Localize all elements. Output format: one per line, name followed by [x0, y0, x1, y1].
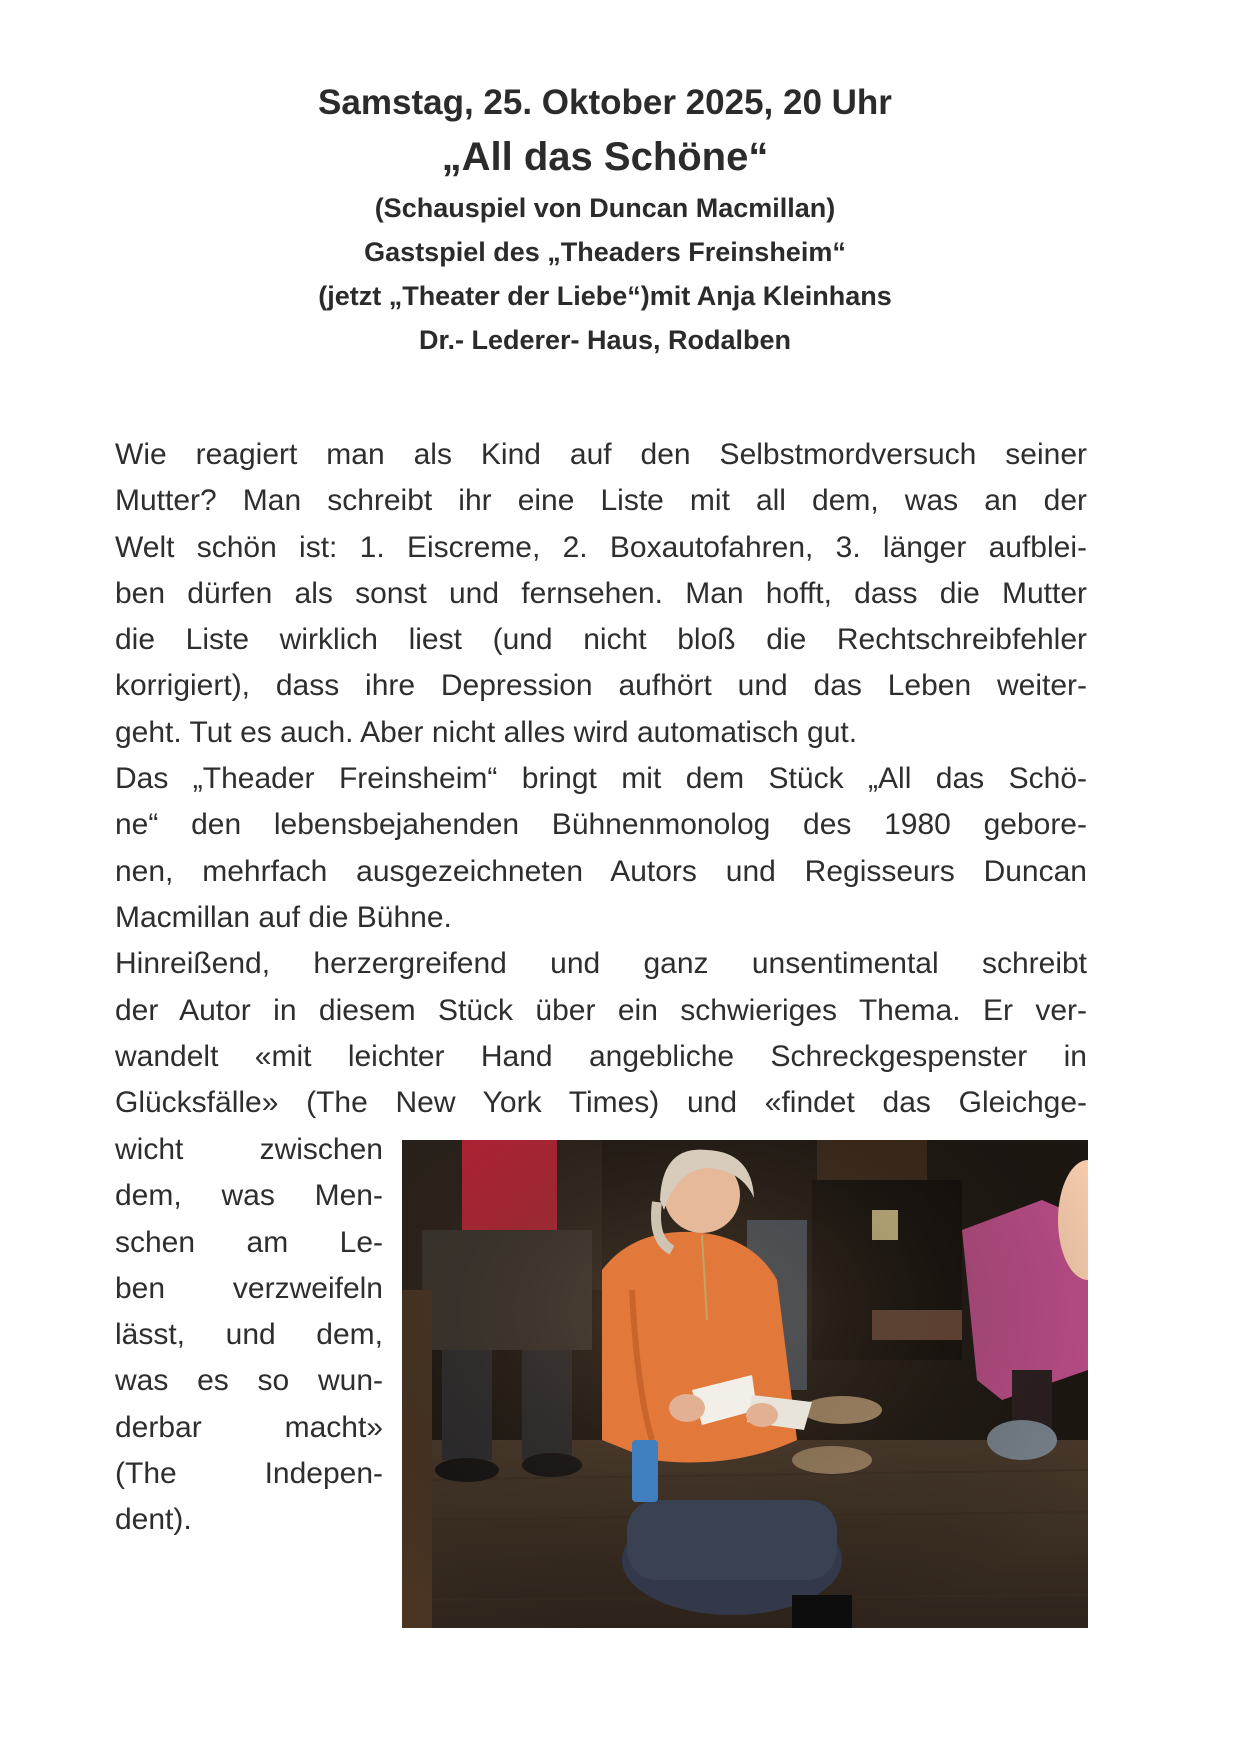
article-body — [115, 432, 1087, 1126]
event-date: Samstag, 25. Oktober 2025, 20 Uhr — [318, 83, 892, 122]
body-line: Macmillan auf die Bühne. — [115, 900, 452, 934]
body-line: geht. Tut es auch. Aber nicht alles wird automatisch gut. — [115, 715, 858, 749]
body-line: korrigiert), dass ihre Depression aufhört und das Leben weiter- — [115, 669, 1087, 703]
event-subtitle-line: Gastspiel des „Theaders Freinsheim“ — [364, 237, 846, 267]
side-line: was es so wun- — [115, 1364, 383, 1398]
side-column-text — [115, 1127, 383, 1544]
body-line: Wie reagiert man als Kind auf den Selbstmordversuch seiner — [115, 438, 1087, 471]
body-line: Glücksfälle» (The New York Times) und «findet das Gleichge- — [115, 1086, 1087, 1120]
side-line: wicht zwischen — [115, 1133, 383, 1166]
side-line: derbar macht» — [115, 1410, 383, 1444]
body-line: nen, mehrfach ausgezeichneten Autors und Regisseurs Duncan — [115, 854, 1087, 888]
body-line: ne“ den lebensbejahenden Bühnenmonolog des 1980 gebore- — [115, 808, 1087, 842]
stage-photo-illustration — [402, 1140, 1088, 1628]
side-line: schen am Le- — [115, 1225, 383, 1259]
side-line: ben verzweifeln — [115, 1271, 383, 1305]
body-line: Welt schön ist: 1. Eiscreme, 2. Boxautofahren, 3. länger aufblei- — [115, 530, 1087, 564]
body-line: die Liste wirklich liest (und nicht bloß die Rechtschreibfehler — [115, 623, 1087, 657]
side-line: lässt, und dem, — [115, 1318, 383, 1352]
side-line: dent). — [115, 1503, 192, 1537]
event-venue: Dr.- Lederer- Haus, Rodalben — [418, 325, 792, 355]
body-line: Mutter? Man schreibt ihr eine Liste mit all dem, was an der — [115, 484, 1087, 518]
event-subtitle-line: (jetzt „Theater der Liebe“)mit Anja Kleinhans — [318, 281, 892, 311]
body-line: wandelt «mit leichter Hand angebliche Schreckgespenster in — [115, 1039, 1087, 1073]
body-line: Hinreißend, herzergreifend und ganz unsentimental schreibt — [115, 947, 1087, 981]
event-header — [0, 78, 1210, 362]
side-line: dem, was Men- — [115, 1179, 383, 1213]
body-line: Das „Theader Freinsheim“ bringt mit dem Stück „All das Schö- — [115, 762, 1087, 796]
event-subtitle-line: (Schauspiel von Duncan Macmillan) — [374, 193, 836, 223]
stage-photo — [402, 1140, 1088, 1628]
side-line: (The Indepen- — [115, 1457, 383, 1491]
body-line: ben dürfen als sonst und fernsehen. Man hofft, dass die Mutter — [115, 576, 1087, 610]
event-title: „All das Schöne“ — [441, 135, 769, 179]
body-line: der Autor in diesem Stück über ein schwieriges Thema. Er ver- — [115, 993, 1087, 1027]
